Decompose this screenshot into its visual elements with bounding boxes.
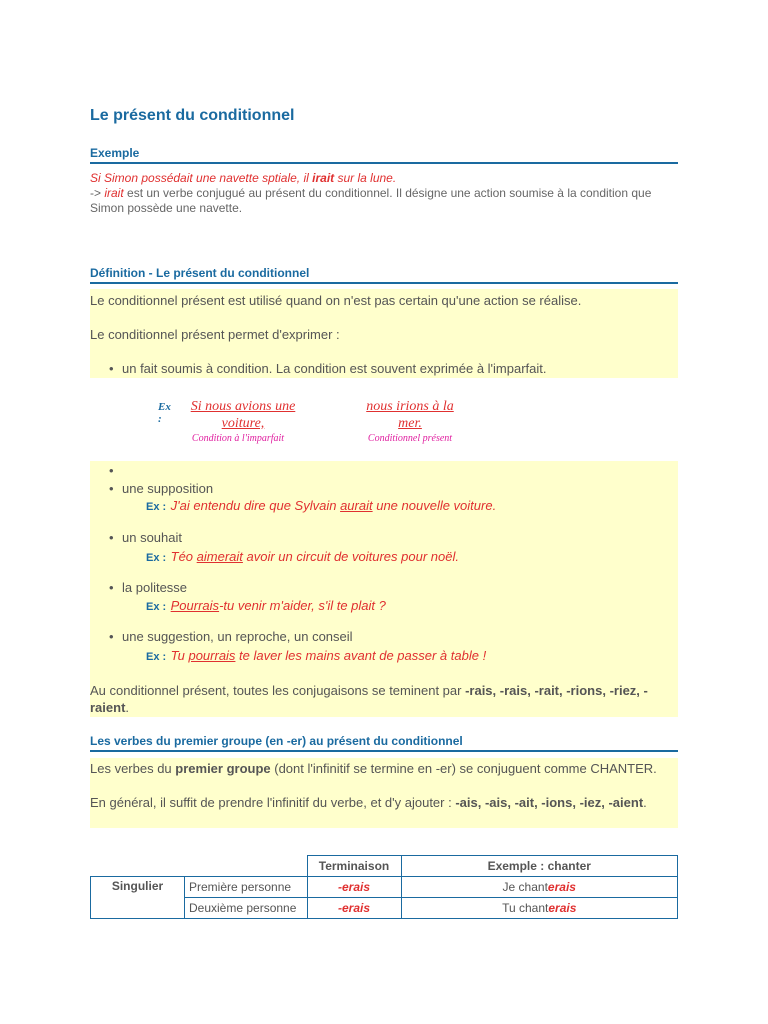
table-row [91,877,678,898]
page-title: Le présent du conditionnel [90,107,295,124]
person-cell: Deuxième personne [185,898,308,919]
condition-right: nous irions à la mer. [366,399,454,431]
table-header-row [91,856,678,877]
definition-highlight-2 [90,461,678,717]
definition-heading: Définition - Le présent du conditionnel [90,266,678,284]
endings-paragraph: Au conditionnel présent, toutes les conjugaisons se teminent par -rais, -rais, -rait, -rions, -riez, -raient. [90,683,648,715]
bullet-souhait: • un souhait [122,530,182,545]
definition-highlight-1 [90,289,678,378]
example-politesse: Ex : Pourrais-tu venir m'aider, s'il te plait ? [146,598,386,613]
condition-left: Si nous avions une voiture, [190,399,296,431]
exemple-explanation: -> irait est un verbe conjugué au présent du conditionnel. Il désigne une action soumise à la condition que Simon possède une navette. [90,186,652,215]
exemple-heading: Exemple [90,146,678,164]
exemple-block [90,171,678,216]
premier-groupe-highlight [90,758,678,828]
conjugation-table [90,855,678,919]
exemple-sentence: Si Simon possédait une navette sptiale, il irait sur la lune. [90,171,397,185]
condition-right-caption: Conditionnel présent [367,433,453,444]
example-cell: Je chanterais [401,877,678,898]
definition-p2: Le conditionnel présent permet d'exprimer : [90,327,340,342]
example-souhait: Ex : Téo aimerait avoir un circuit de voitures pour noël. [146,549,459,564]
definition-p1: Le conditionnel présent est utilisé quand on n'est pas certain qu'une action se réalise. [90,293,582,308]
premier-groupe-heading: Les verbes du premier groupe (en -er) au présent du conditionnel [90,734,678,752]
ending-cell: -erais [307,898,401,919]
header-terminaison: Terminaison [307,856,401,877]
ex-label: Ex : [158,401,171,425]
example-cell: Tu chanterais [401,898,678,919]
premier-groupe-p2: En général, il suffit de prendre l'infinitif du verbe, et d'y ajouter : -ais, -ais, -ait, -ions, -iez, -aient. [90,795,647,810]
example-supposition: Ex : J'ai entendu dire que Sylvain aurait une nouvelle voiture. [146,498,497,513]
bullet-politesse: • la politesse [122,580,187,595]
premier-groupe-p1: Les verbes du premier groupe (dont l'infinitif se termine en -er) se conjuguent comme CHANTER. [90,761,657,776]
bullet-supposition: • une supposition [122,481,213,496]
bullet-condition: • un fait soumis à condition. La condition est souvent exprimée à l'imparfait. [122,361,547,376]
group-label: Singulier [91,877,185,919]
bullet-suggestion: • une suggestion, un reproche, un conseil [122,629,353,644]
example-suggestion: Ex : Tu pourrais te laver les mains avant de passer à table ! [146,648,487,663]
header-exemple: Exemple : chanter [401,856,678,877]
condition-left-caption: Condition à l'imparfait [191,433,285,444]
person-cell: Première personne [185,877,308,898]
ending-cell: -erais [307,877,401,898]
